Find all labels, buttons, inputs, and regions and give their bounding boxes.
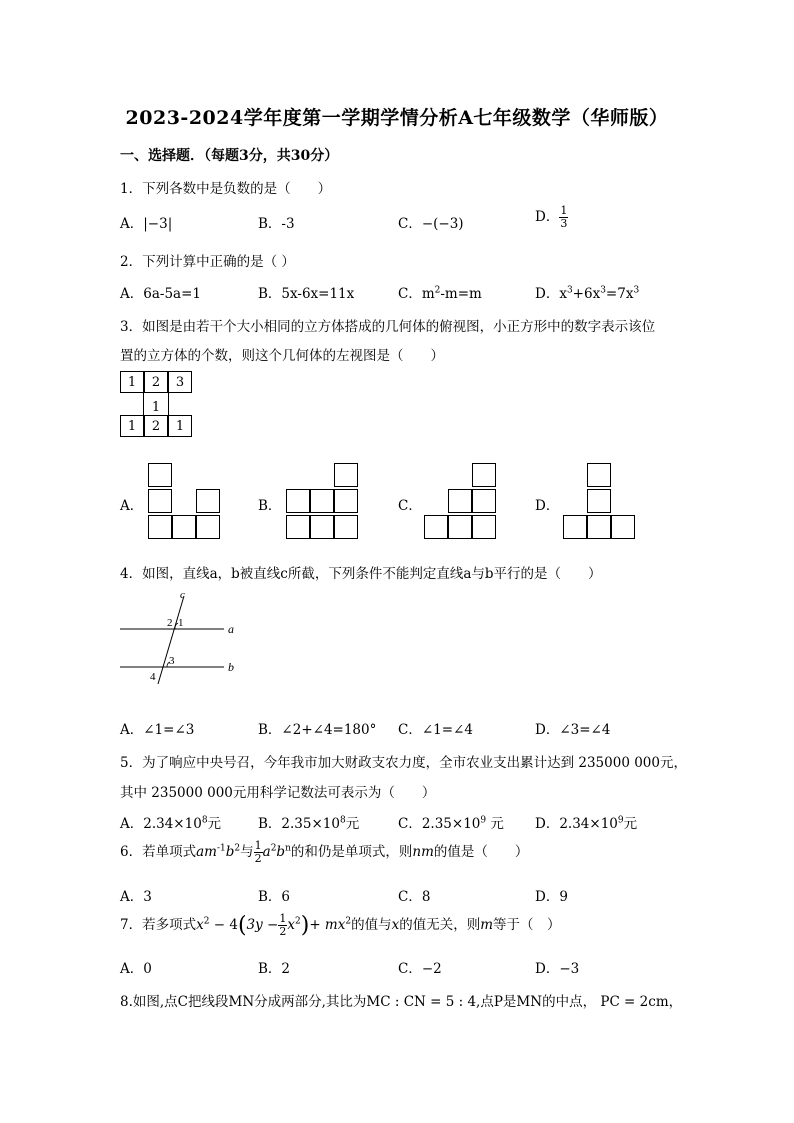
line-c <box>158 596 184 684</box>
right-paren: ) <box>300 913 310 938</box>
text: 元 <box>623 816 638 832</box>
text: 7．若多项式 <box>120 917 197 933</box>
q7-option-d: D．−3 <box>535 961 580 977</box>
label-c: c <box>180 589 185 601</box>
q5-option-d <box>535 812 637 832</box>
cube-square <box>424 515 448 539</box>
grid-cell: 1 <box>168 415 192 437</box>
q1-option-a: A．|−3| <box>120 216 173 232</box>
fraction-numerator: 1 <box>254 839 262 852</box>
cube-square <box>310 515 334 539</box>
grid-cell: 1 <box>120 415 144 437</box>
fraction-denominator: 2 <box>279 925 287 938</box>
q6-option-b: B．6 <box>258 889 291 905</box>
q2-option-a: A．6a-5a=1 <box>120 286 201 302</box>
fraction <box>254 840 263 865</box>
text: 元 <box>345 816 360 832</box>
question-8-stem: 8.如图,点C把线段MN分成两部分,其比为MC : CN = 5 : 4,点P是MN的中点， PC = 2cm， <box>120 994 683 1010</box>
q4-option-c: C．∠1=∠4 <box>398 722 473 738</box>
angle-4-label: 4 <box>150 671 156 683</box>
text: 等于（ ） <box>493 917 561 933</box>
section-heading: 一、选择题．（每题3分，共30分） <box>120 148 339 164</box>
superscript: -1 <box>216 843 226 854</box>
superscript: 2 <box>434 285 441 296</box>
text: D．x <box>535 286 567 302</box>
text: 的值无关，则 <box>399 917 481 933</box>
cube-square <box>148 463 172 487</box>
question-7-stem <box>120 913 561 938</box>
cube-square <box>611 515 635 539</box>
q3-option-d: D． <box>535 498 560 514</box>
grid-cell: 2 <box>144 415 168 437</box>
q1-option-d <box>535 205 568 230</box>
superscript: 8 <box>201 815 208 826</box>
page-title: 2023-2024学年度第一学期学情分析A七年级数学（华师版） <box>125 107 669 129</box>
grid-cell: 1 <box>151 400 161 415</box>
cube-square <box>587 463 611 487</box>
q6-option-a: A．3 <box>120 889 152 905</box>
math: b <box>276 844 286 860</box>
q1-option-d-label: D． <box>535 209 560 225</box>
text: =7x <box>605 286 634 302</box>
math: a <box>262 844 271 860</box>
text: 的值是（ ） <box>433 844 529 860</box>
grid-divider <box>120 393 144 415</box>
math: x <box>196 917 204 933</box>
q2-option-c <box>398 282 482 302</box>
superscript: n <box>285 843 291 854</box>
cube-square <box>448 515 472 539</box>
q4-option-d: D．∠3=∠4 <box>535 722 611 738</box>
q1-option-b: B．-3 <box>258 216 295 232</box>
question-4-stem: 4．如图，直线a，b被直线c所截，下列条件不能判定直线a与b平行的是（ ） <box>120 566 602 582</box>
superscript: 2 <box>345 916 352 927</box>
grid-cell: 3 <box>168 371 192 393</box>
cube-square <box>472 489 496 513</box>
angle-2-label: 2 <box>167 617 173 629</box>
angle-1-label: 1 <box>178 617 184 629</box>
text: C．m <box>398 286 435 302</box>
text: 的值与 <box>351 917 392 933</box>
question-3-stem-line2: 置的立方体的个数，则这个几何体的左视图是（ ） <box>120 348 444 364</box>
superscript: 2 <box>203 916 210 927</box>
cube-square <box>334 515 358 539</box>
cube-square <box>286 515 310 539</box>
q2-option-b: B．5x-6x=11x <box>258 286 355 302</box>
cube-square <box>563 515 587 539</box>
grid-divider <box>144 393 169 415</box>
cube-square <box>448 489 472 513</box>
math: 3y − <box>246 917 279 933</box>
cube-square <box>172 515 196 539</box>
text: A．2.34×10 <box>120 816 202 832</box>
text: C．2.35×10 <box>398 816 481 832</box>
q3-option-c: C． <box>398 498 422 514</box>
math: x <box>391 917 400 933</box>
grid-cell: 2 <box>144 371 168 393</box>
q7-option-a: A．0 <box>120 961 152 977</box>
q2-option-d <box>535 282 639 302</box>
fraction-numerator: 1 <box>279 912 287 925</box>
text: +6x <box>572 286 601 302</box>
question-1-stem: 1．下列各数中是负数的是（ ） <box>120 181 332 197</box>
cube-square <box>286 489 310 513</box>
cube-square <box>148 489 172 513</box>
q6-option-c: C．8 <box>398 889 431 905</box>
q3-option-a: A． <box>120 498 144 514</box>
label-b: b <box>228 660 234 674</box>
superscript: 2 <box>234 843 241 854</box>
superscript: 3 <box>566 285 573 296</box>
q3-option-b: B． <box>258 498 282 514</box>
fraction-numerator: 1 <box>560 204 568 217</box>
math: am <box>196 844 217 860</box>
cube-square <box>587 489 611 513</box>
q6-option-d: D．9 <box>535 889 568 905</box>
superscript: 9 <box>617 815 624 826</box>
text: -m=m <box>440 286 482 302</box>
fraction-denominator: 3 <box>560 217 568 230</box>
q7-option-b: B．2 <box>258 961 291 977</box>
question-2-stem: 2．下列计算中正确的是（ ） <box>120 254 295 270</box>
q5-option-c <box>398 812 504 832</box>
math: + mx <box>309 917 346 933</box>
cube-square <box>196 489 220 513</box>
question-5-stem-line2: 其中 235000 000元用科学记数法可表示为（ ） <box>120 785 436 801</box>
cube-square <box>587 515 611 539</box>
text: D．2.34×10 <box>535 816 618 832</box>
cube-square <box>472 515 496 539</box>
fraction <box>559 205 568 230</box>
text: 与 <box>240 844 254 860</box>
q4-option-a: A．∠1=∠3 <box>120 722 195 738</box>
text: 元 <box>207 816 222 832</box>
q5-option-a <box>120 812 221 832</box>
question-5-stem-line1: 5．为了响应中央号召，今年我市加大财政支农力度，全市农业支出累计达到 235000 000元， <box>120 755 687 771</box>
cube-square <box>310 489 334 513</box>
parallel-lines-figure <box>112 588 252 688</box>
cube-square <box>196 515 220 539</box>
q4-option-b: B．∠2+∠4=180° <box>258 722 377 738</box>
text: 的和仍是单项式，则 <box>290 844 413 860</box>
fraction <box>278 913 287 938</box>
angle-3-label: 3 <box>169 655 175 667</box>
superscript: 8 <box>339 815 346 826</box>
cube-square <box>472 463 496 487</box>
superscript: 3 <box>633 285 640 296</box>
cube-square <box>334 463 358 487</box>
math: x <box>287 917 295 933</box>
superscript: 2 <box>294 916 301 927</box>
label-a: a <box>228 622 234 636</box>
math: b <box>225 844 235 860</box>
math: − 4 <box>209 917 238 933</box>
cube-square <box>334 489 358 513</box>
question-3-stem-line1: 3．如图是由若干个大小相同的立方体搭成的几何体的俯视图，小正方形中的数字表示该位 <box>120 319 656 335</box>
text: 元 <box>486 816 504 832</box>
math: nm <box>412 844 434 860</box>
q7-option-c: C．−2 <box>398 961 442 977</box>
math: m <box>480 917 494 933</box>
left-paren: ( <box>237 913 247 938</box>
superscript: 3 <box>600 285 606 296</box>
q1-option-c: C．−(−3) <box>398 216 464 232</box>
text: B．2.35×10 <box>258 816 340 832</box>
superscript: 2 <box>270 843 277 854</box>
cube-square <box>148 515 172 539</box>
text: 6．若单项式 <box>120 844 197 860</box>
superscript: 9 <box>480 815 487 826</box>
grid-cell: 1 <box>120 371 144 393</box>
fraction-denominator: 2 <box>254 852 262 865</box>
q5-option-b <box>258 812 359 832</box>
question-6-stem <box>120 840 528 865</box>
